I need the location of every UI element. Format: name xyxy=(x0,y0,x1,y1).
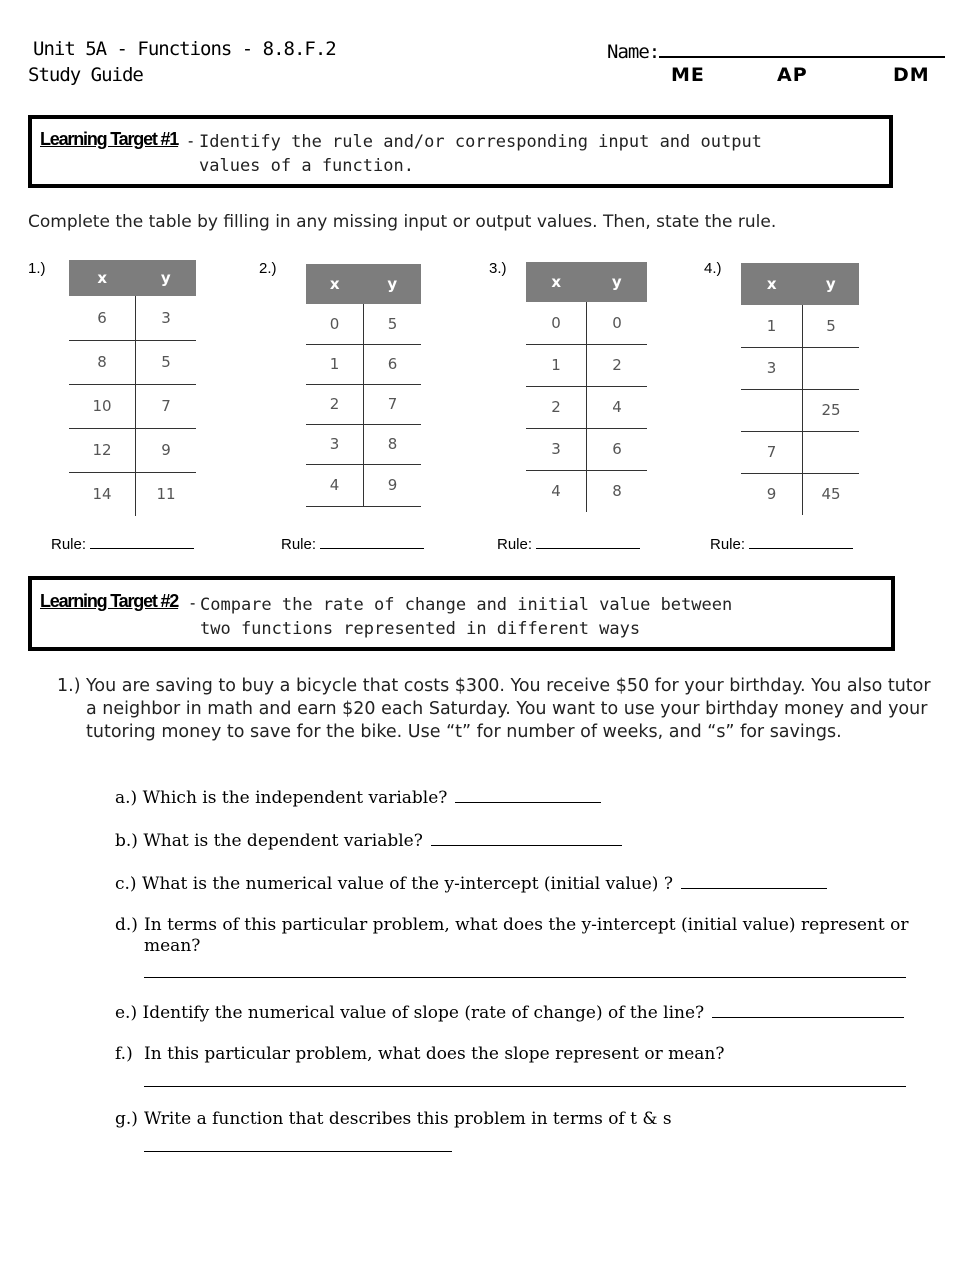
table-cell[interactable]: 8 xyxy=(69,340,136,384)
table-cell[interactable]: 5 xyxy=(364,304,422,344)
name-blank[interactable] xyxy=(659,36,945,58)
table-row xyxy=(306,304,421,344)
table-cell[interactable] xyxy=(803,431,860,473)
table-cell[interactable]: 14 xyxy=(69,472,136,516)
table-cell[interactable] xyxy=(803,347,860,389)
table-3-number: 3.) xyxy=(489,260,507,277)
table-4-number: 4.) xyxy=(704,260,722,277)
table-row xyxy=(741,389,859,431)
learning-target-2-box xyxy=(28,576,895,651)
rule-label: Rule: xyxy=(281,536,317,553)
table-header-x: x xyxy=(526,262,587,302)
rule-3[interactable] xyxy=(497,534,640,553)
table-row xyxy=(306,344,421,384)
table-row xyxy=(69,384,196,428)
table-cell[interactable]: 12 xyxy=(69,428,136,472)
function-table-2 xyxy=(306,264,421,507)
table-cell[interactable]: 45 xyxy=(821,485,841,504)
rule-label: Rule: xyxy=(710,536,746,553)
table-header-x: x xyxy=(741,263,803,305)
problem-text: You are saving to buy a bicycle that costs $300. You receive $50 for your birthday. You also tutor a neighbor in math and earn $20 each Saturday. You want to use your birthday money and your tutoring money to save for the bike. Use “t” for number of weeks, and “s” for savings. xyxy=(86,676,931,742)
table-header-x: x xyxy=(306,264,364,304)
question-f-letter: f.) xyxy=(115,1044,133,1064)
table-1-number: 1.) xyxy=(28,260,46,277)
question-letter: a.) xyxy=(115,788,138,808)
table-row xyxy=(741,473,859,515)
answer-blank-e[interactable] xyxy=(712,1001,904,1018)
answer-line-f[interactable] xyxy=(144,1086,906,1087)
rule-2[interactable] xyxy=(281,534,424,553)
question-g-letter: g.) xyxy=(115,1109,138,1129)
rule-1[interactable] xyxy=(51,534,194,553)
table-row xyxy=(526,302,647,344)
unit-title: Unit 5A - Functions - 8.8.F.2 xyxy=(33,38,336,60)
table-cell[interactable]: 0 xyxy=(526,302,587,344)
table-row xyxy=(741,431,859,473)
learning-target-1-text: Identify the rule and/or corresponding input and output values of a function. xyxy=(199,132,762,176)
table-cell[interactable]: 9 xyxy=(136,428,197,472)
table-row xyxy=(741,305,859,347)
rule-blank[interactable] xyxy=(749,534,853,549)
table-cell[interactable]: 3 xyxy=(526,428,587,470)
question-text: What is the dependent variable? xyxy=(143,831,423,851)
table-row xyxy=(741,347,859,389)
table-header-y: y xyxy=(587,262,648,302)
table-row xyxy=(306,384,421,424)
function-table-3 xyxy=(526,262,647,512)
answer-line-d[interactable] xyxy=(144,977,906,978)
table-header-y: y xyxy=(803,263,860,305)
answer-line-g[interactable] xyxy=(144,1151,452,1152)
table-cell[interactable]: 1 xyxy=(526,344,587,386)
table-row xyxy=(526,386,647,428)
table-row xyxy=(306,464,421,506)
table-cell[interactable]: 1 xyxy=(306,344,364,384)
question-b xyxy=(115,829,622,852)
table-cell[interactable]: 7 xyxy=(136,384,197,428)
learning-target-1-box xyxy=(28,115,893,188)
learning-target-1-dash: - xyxy=(188,133,194,150)
rule-blank[interactable] xyxy=(536,534,640,549)
table-cell[interactable]: 7 xyxy=(741,431,803,473)
table-cell[interactable]: 25 xyxy=(803,389,860,431)
question-a xyxy=(115,786,601,809)
table-row xyxy=(69,428,196,472)
table-cell[interactable]: 6 xyxy=(364,344,422,384)
table-cell[interactable]: 5 xyxy=(803,305,860,347)
learning-target-2-dash: - xyxy=(190,595,196,612)
table-header-y: y xyxy=(364,264,422,304)
answer-blank-a[interactable] xyxy=(455,786,601,803)
question-g-text: Write a function that describes this problem in terms of t & s xyxy=(144,1109,672,1129)
question-e xyxy=(115,1001,904,1024)
rule-blank[interactable] xyxy=(90,534,194,549)
answer-blank-c[interactable] xyxy=(681,872,827,889)
learning-target-2-label: Learning Target #2 xyxy=(40,591,179,611)
learning-target-1-label: Learning Target #1 xyxy=(40,129,179,149)
table-cell[interactable]: 4 xyxy=(526,470,587,512)
table-row xyxy=(69,296,196,340)
table-cell[interactable]: 8 xyxy=(364,424,422,464)
question-d-letter: d.) xyxy=(115,915,138,935)
table-cell[interactable]: 6 xyxy=(69,296,136,340)
table-2-number: 2.) xyxy=(259,260,277,277)
table-header-x: x xyxy=(69,260,136,296)
table-cell[interactable]: 5 xyxy=(136,340,197,384)
level-dm[interactable]: DM xyxy=(893,64,930,86)
function-table-1 xyxy=(69,260,196,516)
function-table-4 xyxy=(741,263,859,515)
table-row xyxy=(69,472,196,516)
study-guide-label: Study Guide xyxy=(28,64,143,86)
question-text: Identify the numerical value of slope (rate of change) of the line? xyxy=(142,1003,705,1023)
table-cell[interactable]: 2 xyxy=(306,384,364,424)
level-ap[interactable]: AP xyxy=(777,64,808,86)
rule-4[interactable] xyxy=(710,534,853,553)
table-cell[interactable]: 10 xyxy=(69,384,136,428)
table-header-y: y xyxy=(136,260,197,296)
rule-blank[interactable] xyxy=(320,534,424,549)
table-cell[interactable]: 0 xyxy=(306,304,364,344)
table-cell[interactable]: 6 xyxy=(587,428,648,470)
table-cell[interactable]: 9 xyxy=(364,464,422,506)
table-row xyxy=(526,344,647,386)
table-cell[interactable]: 1 xyxy=(741,305,803,347)
question-f-text: In this particular problem, what does the slope represent or mean? xyxy=(144,1044,725,1064)
table-cell[interactable]: 11 xyxy=(156,485,176,504)
table-cell[interactable]: 4 xyxy=(306,464,364,506)
table-cell[interactable]: 3 xyxy=(306,424,364,464)
table-row xyxy=(69,340,196,384)
question-letter: e.) xyxy=(115,1003,138,1023)
question-letter: c.) xyxy=(115,874,137,894)
table-row xyxy=(526,470,647,512)
question-c xyxy=(115,872,827,895)
table-cell[interactable]: 4 xyxy=(587,386,648,428)
table-cell[interactable]: 2 xyxy=(587,344,648,386)
problem-number: 1.) xyxy=(57,676,81,696)
table-instructions: Complete the table by filling in any missing input or output values. Then, state the rule. xyxy=(28,212,777,232)
question-text: Which is the independent variable? xyxy=(142,788,448,808)
table-cell[interactable]: 7 xyxy=(364,384,422,424)
learning-target-2-text: Compare the rate of change and initial value between two functions represented in different ways xyxy=(200,595,733,639)
question-letter: b.) xyxy=(115,831,138,851)
table-cell[interactable]: 3 xyxy=(741,347,803,389)
table-row xyxy=(306,424,421,464)
rule-label: Rule: xyxy=(51,536,87,553)
table-cell[interactable]: 8 xyxy=(612,482,622,501)
question-text: What is the numerical value of the y-intercept (initial value) ? xyxy=(141,874,673,894)
table-row xyxy=(526,428,647,470)
name-label: Name: xyxy=(607,41,660,63)
rule-label: Rule: xyxy=(497,536,533,553)
table-cell[interactable]: 9 xyxy=(741,473,803,515)
question-d-text: In terms of this particular problem, what does the y-intercept (initial value) represent or mean? xyxy=(144,915,909,956)
table-cell[interactable]: 2 xyxy=(526,386,587,428)
table-cell[interactable]: 0 xyxy=(587,302,648,344)
name-field[interactable] xyxy=(607,36,945,65)
table-cell[interactable] xyxy=(741,389,803,431)
table-cell[interactable]: 3 xyxy=(136,296,197,340)
answer-blank-b[interactable] xyxy=(431,829,622,846)
level-me[interactable]: ME xyxy=(671,64,705,86)
